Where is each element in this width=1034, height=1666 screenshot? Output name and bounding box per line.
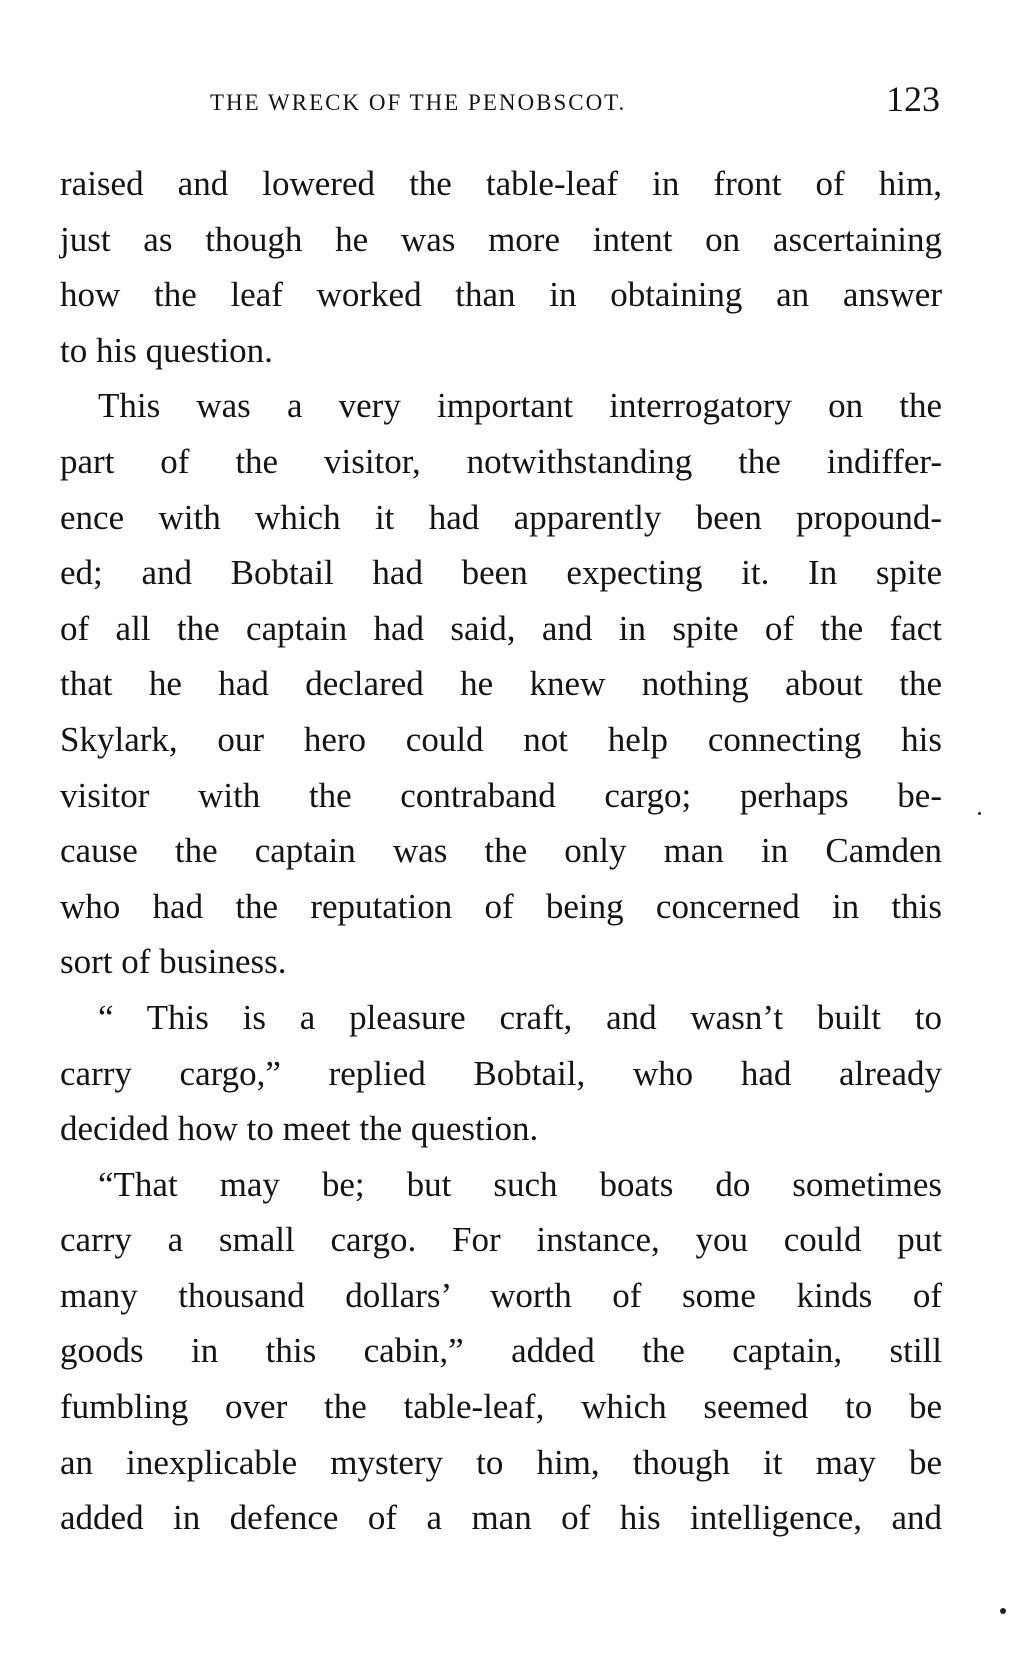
text-line: part of the visitor, notwithstanding the indiffer- [60, 441, 942, 481]
text-line: fumbling over the table-leaf, which seemed to be [60, 1387, 942, 1427]
running-title: THE WRECK OF THE PENOBSCOT. [210, 90, 627, 115]
text-line: to his question. [60, 330, 273, 370]
text-line: raised and lowered the table-leaf in front of him, [60, 164, 942, 203]
text-line: carry a small cargo. For instance, you could put [60, 1220, 942, 1260]
text-line: how the leaf worked than in obtaining an answer [60, 275, 942, 315]
text-line: of all the captain had said, and in spite of the fact [60, 608, 942, 648]
ink-speck [1000, 1608, 1006, 1614]
text-line: This was a very important interrogatory on the [98, 386, 942, 426]
text-line: “That may be; but such boats do sometimes [98, 1164, 942, 1204]
text-line: decided how to meet the question. [60, 1109, 539, 1149]
ink-speck [978, 812, 981, 815]
text-line: ed; and Bobtail had been expecting it. In spite [60, 553, 942, 593]
running-head [60, 78, 940, 122]
text-line: ence with which it had apparently been propound- [60, 497, 942, 537]
body-text [60, 156, 942, 1546]
text-line: carry cargo,” replied Bobtail, who had already [60, 1053, 942, 1093]
text-line: that he had declared he knew nothing about the [60, 664, 942, 704]
text-line: sort of business. [60, 942, 287, 982]
text-line: many thousand dollars’ worth of some kinds of [60, 1275, 942, 1315]
text-line: cause the captain was the only man in Camden [60, 831, 942, 871]
text-line: added in defence of a man of his intelligence, and [60, 1498, 942, 1538]
text-line: an inexplicable mystery to him, though it may be [60, 1442, 942, 1482]
text-line: “ This is a pleasure craft, and wasn’t built to [98, 997, 942, 1037]
text-line: just as though he was more intent on ascertaining [60, 219, 942, 259]
text-line: Skylark, our hero could not help connecting his [60, 719, 942, 759]
text-line: who had the reputation of being concerned in this [60, 886, 942, 926]
text-line: goods in this cabin,” added the captain, still [60, 1331, 942, 1371]
text-line: visitor with the contraband cargo; perhaps be- [60, 775, 942, 815]
page-number: 123 [886, 79, 940, 119]
